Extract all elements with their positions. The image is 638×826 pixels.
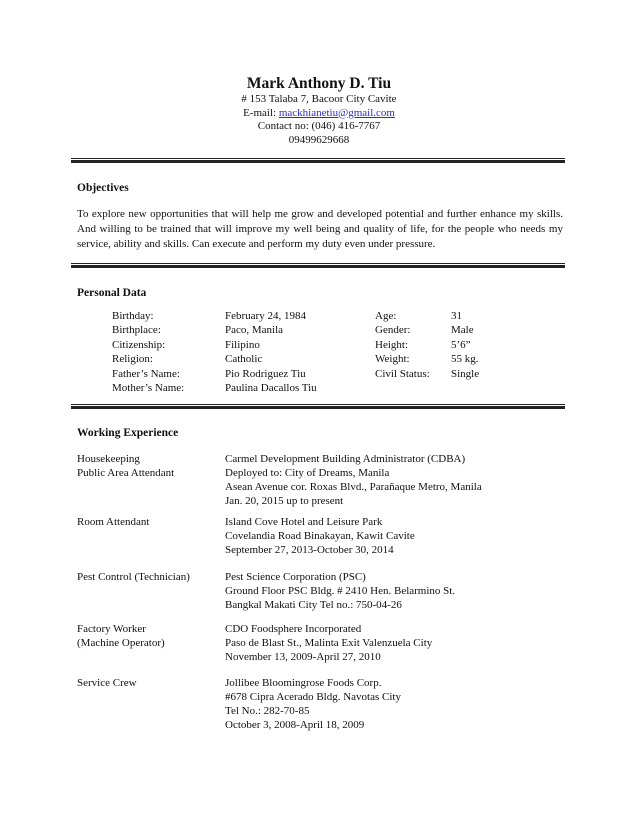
employment-dates: September 27, 2013-October 30, 2014 [225, 544, 394, 556]
section-divider [71, 263, 565, 268]
mother-name-value: Paulina Dacallos Tiu [225, 382, 317, 395]
personal-data-values-right [451, 309, 479, 381]
working-experience-title: Working Experience [77, 427, 179, 439]
position-line: Public Area Attendant [77, 467, 175, 479]
position-line: Service Crew [77, 677, 137, 689]
birthday-value: February 24, 1984 [225, 310, 306, 322]
work-position [77, 570, 227, 584]
work-position [77, 515, 227, 529]
religion-value: Catholic [225, 353, 263, 366]
citizenship-label: Citizenship: [112, 338, 166, 351]
employer-name: CDO Foodsphere Incorporated [225, 623, 362, 635]
work-position [77, 452, 227, 480]
father-name-value: Pio Rodriguez Tiu [225, 367, 306, 380]
mobile-number: 09499629668 [288, 133, 350, 146]
employer-name: Jollibee Bloomingrose Foods Corp. [225, 677, 382, 689]
contact-number: Contact no: (046) 416-7767 [257, 120, 381, 132]
divider-thick-line [71, 406, 565, 409]
applicant-name: Mark Anthony D. Tiu [246, 75, 392, 92]
employment-dates: November 13, 2009-April 27, 2010 [225, 651, 381, 663]
work-details [225, 622, 565, 664]
email-line [0, 107, 638, 121]
age-value: 31 [451, 310, 462, 322]
employer-name: Island Cove Hotel and Leisure Park [225, 516, 383, 528]
divider-thin-line [71, 263, 565, 264]
employment-dates: October 3, 2008-April 18, 2009 [225, 719, 365, 731]
age-label: Age: [375, 310, 397, 322]
birthplace-label: Birthplace: [112, 324, 161, 337]
detail-line: #678 Cipra Acerado Bldg. Navotas City [225, 691, 401, 703]
mother-name-label: Mother’s Name: [112, 382, 185, 395]
work-position [77, 676, 227, 690]
address: # 153 Talaba 7, Bacoor City Cavite [241, 93, 397, 105]
employer-name: Pest Science Corporation (PSC) [225, 571, 366, 583]
work-details [225, 515, 565, 557]
resume-header [0, 74, 638, 147]
email-link[interactable]: mackhianetiu@gmail.com [278, 106, 395, 119]
height-value: 5’6” [451, 338, 471, 351]
section-divider [71, 158, 565, 163]
position-line: Pest Control (Technician) [77, 571, 190, 583]
civil-status-label: Civil Status: [375, 367, 430, 380]
detail-line: Covelandia Road Binakayan, Kawit Cavite [225, 530, 415, 542]
work-details [225, 452, 565, 508]
civil-status-value: Single [451, 367, 480, 380]
divider-thin-line [71, 158, 565, 159]
employment-dates: Jan. 20, 2015 up to present [225, 495, 344, 507]
objectives-text: To explore new opportunities that will help me grow and developed potential and further enhance my skills. And willing to be trained that will improve my well being and quality of life, for the people who needs my service, ability and skills. Can execute and perform my duty even under pressure. [77, 208, 563, 250]
birthplace-value: Paco, Manila [225, 324, 284, 337]
employer-name: Carmel Development Building Administrator (CDBA) [225, 453, 466, 465]
work-position [77, 622, 227, 650]
email-label: E-mail: [243, 106, 277, 119]
weight-label: Weight: [375, 353, 410, 366]
religion-label: Religion: [112, 353, 153, 366]
personal-data-values-left [225, 309, 317, 395]
work-details [225, 570, 565, 612]
gender-value: Male [451, 324, 474, 337]
objectives-title: Objectives [77, 182, 129, 194]
personal-data-title: Personal Data [77, 287, 147, 299]
citizenship-value: Filipino [225, 338, 260, 351]
detail-line: Asean Avenue cor. Roxas Blvd., Parañaque Metro, Manila [225, 481, 482, 493]
gender-label: Gender: [375, 324, 411, 337]
personal-data-labels-right [375, 309, 430, 381]
position-line: (Machine Operator) [77, 637, 165, 649]
weight-value: 55 kg. [451, 353, 479, 366]
position-line: Housekeeping [77, 453, 140, 465]
position-line: Factory Worker [77, 623, 146, 635]
detail-line: Deployed to: City of Dreams, Manila [225, 467, 390, 479]
work-details [225, 676, 565, 732]
height-label: Height: [375, 338, 408, 351]
divider-thin-line [71, 404, 565, 405]
birthday-label: Birthday: [112, 310, 154, 322]
detail-line: Ground Floor PSC Bldg. # 2410 Hen. Belarmino St. [225, 585, 456, 597]
divider-thick-line [71, 160, 565, 163]
section-divider [71, 404, 565, 409]
father-name-label: Father’s Name: [112, 367, 180, 380]
divider-thick-line [71, 265, 565, 268]
detail-line: Bangkal Makati City Tel no.: 750-04-26 [225, 599, 402, 611]
position-line: Room Attendant [77, 516, 150, 528]
detail-line: Tel No.: 282-70-85 [225, 705, 310, 717]
detail-line: Paso de Blast St., Malinta Exit Valenzuela City [225, 637, 433, 649]
personal-data-labels-left [112, 309, 184, 395]
